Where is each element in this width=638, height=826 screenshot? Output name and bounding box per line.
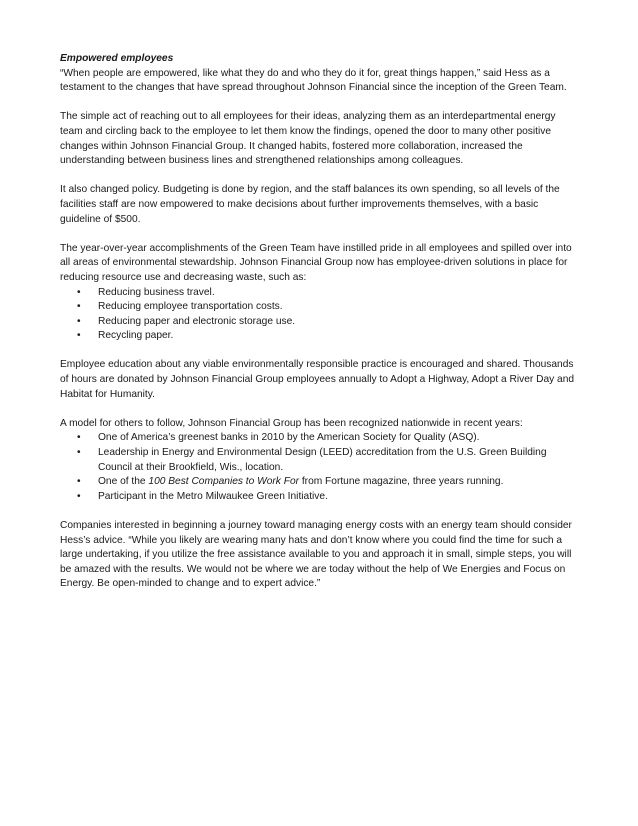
paragraph-recognition: A model for others to follow, Johnson Financial Group has been recognized nationwide in recent years:: [60, 417, 523, 429]
bullet-icon: •: [77, 476, 81, 488]
magazine-list-title: 100 Best Companies to Work For: [148, 476, 300, 488]
bullet-icon: •: [77, 432, 81, 444]
paragraph-outreach: The simple act of reaching out to all employees for their ideas, analyzing them as an interdepartmental energy team and circling back to the employee to let them know the findings, opened the door to many other positive changes within Johnson Financial Group. It changed habits, fostered more collaboration, increased the understanding between business lines and strengthened relationships among colleagues.: [60, 111, 556, 167]
document-page: [60, 52, 580, 607]
bullet-icon: •: [77, 330, 81, 342]
paragraph-education: Employee education about any viable environmentally responsible practice is encouraged and shared. Thousands of hours are donated by Johnson Financial Group employees annually to Adopt a Highway, Adopt a River Day and Habitat for Humanity.: [60, 359, 575, 400]
bullet-icon: •: [77, 490, 81, 502]
list-item: • Reducing employee transportation costs.: [60, 300, 580, 315]
list-item: • Recycling paper.: [60, 329, 580, 344]
section-heading: Empowered employees: [60, 53, 174, 64]
paragraph-policy: It also changed policy. Budgeting is done by region, and the staff balances its own spending, so all levels of the facilities staff are now empowered to make decisions about further improvements themselves, with a basic guideline of $500.: [60, 184, 560, 225]
list-item: • Reducing paper and electronic storage use.: [60, 315, 580, 330]
list-item: • Leadership in Energy and Environmental Design (LEED) accreditation from the U.S. Green Building Council at their Brookfield, Wis., location.: [77, 447, 547, 473]
bullet-icon: •: [77, 447, 81, 459]
list-item: • One of the 100 Best Companies to Work For from Fortune magazine, three years running.: [60, 475, 580, 490]
paragraph-accomplishments: The year-over-year accomplishments of the Green Team have instilled pride in all employees and spilled over into all areas of environmental stewardship. Johnson Financial Group now has employee-driven solutions in place for reducing resource use and decreasing waste, such as:: [60, 242, 572, 283]
waste-reduction-list: [60, 286, 580, 344]
list-item: • Participant in the Metro Milwaukee Green Initiative.: [60, 490, 580, 505]
list-item: • Reducing business travel.: [60, 286, 580, 301]
bullet-icon: •: [77, 286, 81, 298]
bullet-icon: •: [77, 315, 81, 327]
bullet-icon: •: [77, 301, 81, 313]
intro-quote: “When people are empowered, like what they do and who they do it for, great things happen,” said Hess as a testament to the changes that have spread throughout Johnson Financial since the inception of the Green Team.: [60, 67, 567, 94]
paragraph-advice: Companies interested in beginning a journey toward managing energy costs with an energy team should consider Hess’s advice. “While you likely are wearing many hats and don’t know where you could find the time for such a large undertaking, if you utilize the free assistance available to you and approach it in small, simple steps, you will be amazed with the results. We would not be where we are today without the help of We Energies and Focus on Energy. Be open-minded to change and to expert advice.”: [60, 520, 572, 590]
recognition-list: [60, 431, 580, 504]
list-item: • One of America’s greenest banks in 2010 by the American Society for Quality (ASQ).: [60, 431, 580, 446]
